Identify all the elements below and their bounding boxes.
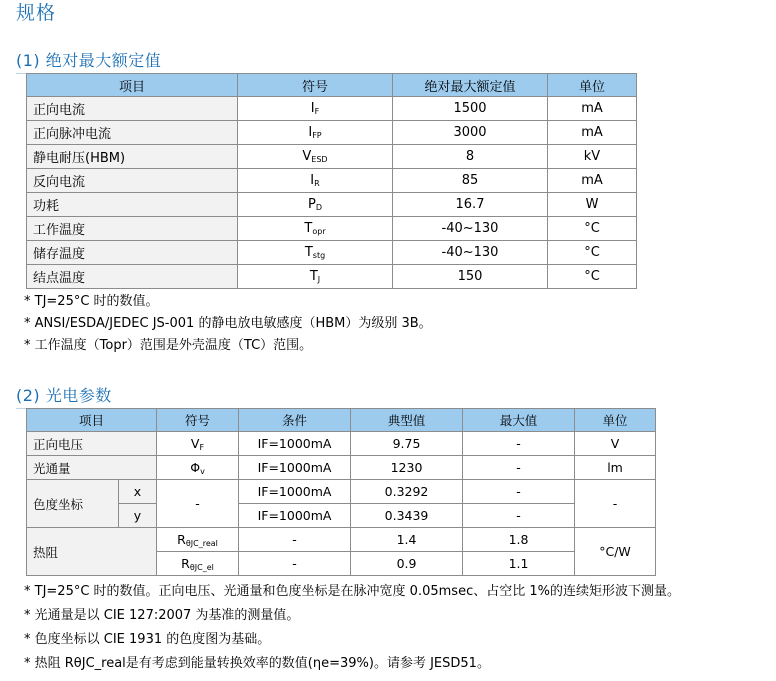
row-symbol bbox=[157, 552, 239, 576]
row-value: 16.7 bbox=[393, 193, 548, 217]
note: * 色度坐标以 CIE 1931 的色度图为基础。 bbox=[24, 632, 271, 647]
symbol-subscript: FP bbox=[312, 131, 322, 140]
row-typical: 0.9 bbox=[351, 552, 463, 576]
symbol-main: T bbox=[304, 221, 313, 236]
symbol-main: I bbox=[308, 125, 313, 140]
row-unit: °C bbox=[548, 241, 637, 265]
row-symbol bbox=[157, 456, 239, 480]
row-value: 8 bbox=[393, 145, 548, 169]
row-symbol bbox=[238, 265, 393, 289]
note: * 热阻 RθJC_real是有考虑到能量转换效率的数值(ηe=39%)。请参考 JESD51。 bbox=[24, 656, 490, 671]
row-item: 工作温度 bbox=[27, 217, 238, 241]
symbol-main: I bbox=[310, 101, 315, 116]
row-condition: IF=1000mA bbox=[239, 480, 351, 504]
row-symbol bbox=[238, 121, 393, 145]
table-row bbox=[27, 480, 656, 504]
row-item: 结点温度 bbox=[27, 265, 238, 289]
row-max: 1.8 bbox=[463, 528, 575, 552]
table-row bbox=[27, 241, 637, 265]
header-typical: 典型值 bbox=[351, 409, 463, 432]
row-subitem: x bbox=[119, 480, 157, 504]
table-row bbox=[27, 169, 637, 193]
row-unit: V bbox=[575, 432, 656, 456]
symbol-subscript: opr bbox=[312, 227, 326, 236]
symbol-subscript: stg bbox=[312, 251, 326, 260]
symbol-subscript: D bbox=[315, 203, 322, 212]
header-item: 项目 bbox=[27, 409, 157, 432]
row-symbol bbox=[238, 193, 393, 217]
section-heading-absolute-max: (1) 绝对最大额定值 bbox=[16, 48, 161, 71]
table-row bbox=[27, 217, 637, 241]
header-unit: 单位 bbox=[548, 74, 637, 97]
symbol-subscript: J bbox=[317, 275, 321, 284]
row-unit: kV bbox=[548, 145, 637, 169]
row-item: 热阻 bbox=[27, 528, 157, 576]
symbol-main: R bbox=[181, 556, 190, 571]
table-row bbox=[27, 456, 656, 480]
row-value: 1500 bbox=[393, 97, 548, 121]
table-row bbox=[27, 145, 637, 169]
row-symbol bbox=[157, 432, 239, 456]
symbol-subscript: F bbox=[314, 107, 320, 116]
header-item: 项目 bbox=[27, 74, 238, 97]
header-symbol: 符号 bbox=[157, 409, 239, 432]
row-value: -40~130 bbox=[393, 241, 548, 265]
row-symbol bbox=[238, 145, 393, 169]
table-row bbox=[27, 193, 637, 217]
symbol-subscript: θJC_el bbox=[189, 563, 214, 572]
row-condition: IF=1000mA bbox=[239, 456, 351, 480]
notes-absolute-max bbox=[24, 291, 432, 357]
row-item: 静电耐压(HBM) bbox=[27, 145, 238, 169]
optoelectronic-params-table bbox=[26, 408, 656, 576]
symbol-subscript: θJC_real bbox=[185, 539, 218, 548]
row-symbol bbox=[157, 528, 239, 552]
row-typical: 9.75 bbox=[351, 432, 463, 456]
header-condition: 条件 bbox=[239, 409, 351, 432]
row-item: 储存温度 bbox=[27, 241, 238, 265]
row-item: 正向电流 bbox=[27, 97, 238, 121]
page-title: 规格 bbox=[16, 2, 57, 24]
row-condition: - bbox=[239, 552, 351, 576]
symbol-main: V bbox=[190, 436, 200, 451]
note: * TJ=25°C 时的数值。 bbox=[24, 294, 159, 309]
table-row bbox=[27, 504, 656, 528]
row-value: 3000 bbox=[393, 121, 548, 145]
table-row bbox=[27, 528, 656, 552]
row-max: 1.1 bbox=[463, 552, 575, 576]
symbol-subscript: F bbox=[199, 443, 205, 452]
row-symbol: - bbox=[157, 480, 239, 528]
symbol-main: P bbox=[307, 197, 316, 212]
row-item: 色度坐标 bbox=[27, 480, 119, 528]
note: * ANSI/ESDA/JEDEC JS-001 的静电放电敏感度（HBM）为级别 3B。 bbox=[24, 316, 432, 331]
notes-optoelectronic bbox=[24, 580, 680, 676]
row-symbol bbox=[238, 97, 393, 121]
header-unit: 单位 bbox=[575, 409, 656, 432]
row-item: 正向电压 bbox=[27, 432, 157, 456]
row-item: 反向电流 bbox=[27, 169, 238, 193]
symbol-subscript: ESD bbox=[311, 155, 328, 164]
table-header-row bbox=[27, 409, 656, 432]
row-item: 光通量 bbox=[27, 456, 157, 480]
row-symbol bbox=[238, 217, 393, 241]
row-unit: mA bbox=[548, 97, 637, 121]
row-max: - bbox=[463, 480, 575, 504]
symbol-main: T bbox=[304, 245, 313, 260]
symbol-subscript: R bbox=[314, 179, 320, 188]
row-max: - bbox=[463, 456, 575, 480]
symbol-main: R bbox=[177, 532, 186, 547]
note: * 光通量是以 CIE 127:2007 为基准的测量值。 bbox=[24, 608, 300, 623]
row-unit: °C bbox=[548, 217, 637, 241]
section-heading-optoelectronic: (2) 光电参数 bbox=[16, 383, 112, 406]
row-unit: mA bbox=[548, 169, 637, 193]
table-row bbox=[27, 265, 637, 289]
symbol-main: T bbox=[309, 269, 318, 284]
row-unit: - bbox=[575, 480, 656, 528]
row-typical: 1230 bbox=[351, 456, 463, 480]
row-max: - bbox=[463, 504, 575, 528]
table-row bbox=[27, 121, 637, 145]
row-value: 85 bbox=[393, 169, 548, 193]
symbol-subscript: v bbox=[200, 467, 205, 476]
row-symbol bbox=[238, 241, 393, 265]
header-symbol: 符号 bbox=[238, 74, 393, 97]
row-value: -40~130 bbox=[393, 217, 548, 241]
row-value: 150 bbox=[393, 265, 548, 289]
row-condition: IF=1000mA bbox=[239, 432, 351, 456]
row-unit: W bbox=[548, 193, 637, 217]
row-subitem: y bbox=[119, 504, 157, 528]
table-row bbox=[27, 97, 637, 121]
row-typical: 1.4 bbox=[351, 528, 463, 552]
symbol-main: V bbox=[302, 149, 312, 164]
row-item: 功耗 bbox=[27, 193, 238, 217]
row-symbol bbox=[238, 169, 393, 193]
row-condition: IF=1000mA bbox=[239, 504, 351, 528]
row-item: 正向脉冲电流 bbox=[27, 121, 238, 145]
note: * 工作温度（Topr）范围是外壳温度（TC）范围。 bbox=[24, 338, 313, 353]
row-unit: °C/W bbox=[575, 528, 656, 576]
symbol-main: I bbox=[310, 173, 315, 188]
absolute-max-ratings-table bbox=[26, 73, 637, 289]
row-typical: 0.3292 bbox=[351, 480, 463, 504]
header-rating: 绝对最大额定值 bbox=[393, 74, 548, 97]
row-unit: lm bbox=[575, 456, 656, 480]
table-row bbox=[27, 432, 656, 456]
row-condition: - bbox=[239, 528, 351, 552]
note: * TJ=25°C 时的数值。正向电压、光通量和色度坐标是在脉冲宽度 0.05msec、占空比 1%的连续矩形波下测量。 bbox=[24, 584, 680, 599]
row-typical: 0.3439 bbox=[351, 504, 463, 528]
row-unit: mA bbox=[548, 121, 637, 145]
symbol-main: Φ bbox=[190, 460, 201, 475]
table-header-row bbox=[27, 74, 637, 97]
row-max: - bbox=[463, 432, 575, 456]
header-max: 最大值 bbox=[463, 409, 575, 432]
row-unit: °C bbox=[548, 265, 637, 289]
